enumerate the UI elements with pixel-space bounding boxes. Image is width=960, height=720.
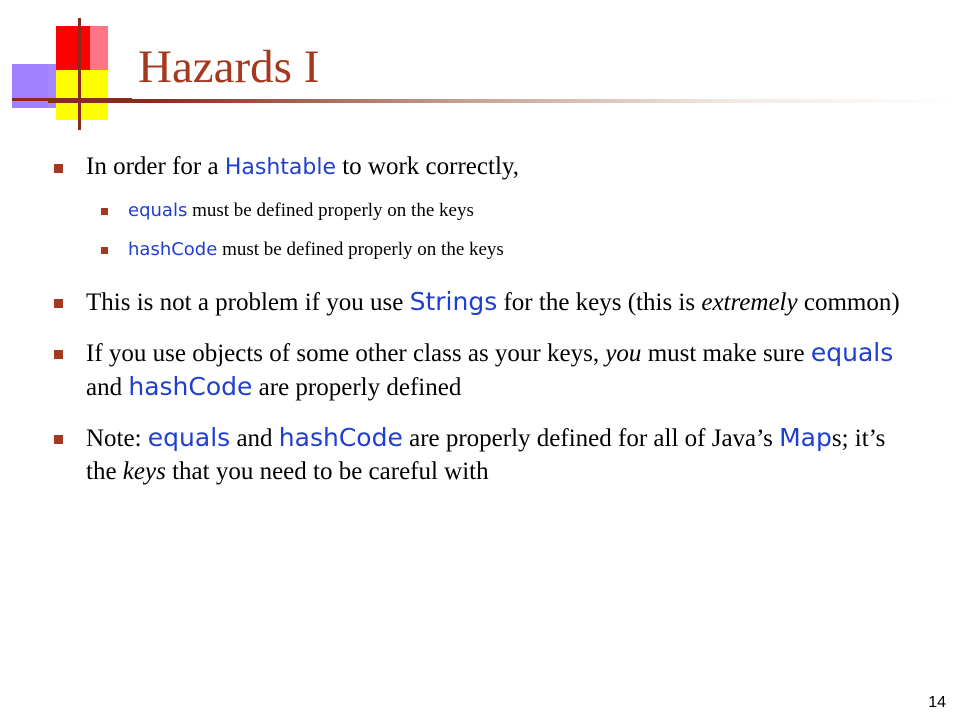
sub-bullet-marker [101, 247, 108, 254]
bullet-emphasis: you [605, 340, 642, 367]
bullet-hashtable [50, 150, 900, 184]
bullet-marker [54, 350, 63, 359]
bullet-text: that you need to be careful with [165, 458, 489, 485]
bullet-emphasis: keys [122, 458, 166, 485]
sub-bullet-text: must be defined properly on the keys [187, 200, 474, 221]
code-equals: equals [147, 423, 231, 452]
bullet-text: common) [797, 289, 900, 316]
bullet-marker [54, 299, 63, 308]
sub-bullet-equals [50, 198, 900, 224]
sub-bullet-text: must be defined properly on the keys [217, 239, 504, 260]
code-hashcode: hashCode [278, 423, 403, 452]
page-number: 14 [928, 694, 946, 711]
code-equals: equals [810, 338, 894, 367]
bullet-custom-keys [50, 336, 900, 404]
logo-square-yellow [56, 70, 108, 120]
code-hashtable: Hashtable [224, 155, 336, 180]
bullet-text: for the keys (this is [497, 289, 702, 316]
bullet-emphasis: extremely [701, 289, 798, 316]
bullet-text: This is not a problem if you use [86, 289, 410, 316]
bullet-marker [54, 164, 63, 173]
code-map: Map [779, 423, 832, 452]
sub-bullet-marker [101, 208, 108, 215]
bullet-text: s; it’s the [86, 425, 886, 485]
bullet-note-maps [50, 421, 900, 488]
corner-logo [0, 0, 140, 140]
bullet-text: and [86, 374, 129, 401]
bullet-text: are properly defined for all of Java’s [402, 425, 780, 452]
bullet-text: and [230, 425, 279, 452]
bullet-strings [50, 285, 900, 319]
code-strings: Strings [409, 287, 498, 316]
bullet-text: If you use objects of some other class as your keys, [86, 340, 606, 367]
slide-content [50, 150, 900, 505]
logo-vertical-line [78, 18, 81, 130]
bullet-marker [54, 435, 63, 444]
bullet-text: to work correctly, [335, 153, 520, 180]
bullet-text: Note: [86, 425, 148, 452]
sub-bullet-hashcode [50, 237, 900, 263]
title-underline [48, 99, 960, 103]
bullet-text: must make sure [641, 340, 811, 367]
code-equals: equals [128, 200, 188, 221]
bullet-text: In order for a [86, 153, 225, 180]
bullet-text: are properly defined [252, 374, 462, 401]
code-hashcode: hashCode [128, 372, 253, 401]
slide-title: Hazards I [138, 41, 320, 93]
code-hashcode: hashCode [128, 239, 218, 260]
